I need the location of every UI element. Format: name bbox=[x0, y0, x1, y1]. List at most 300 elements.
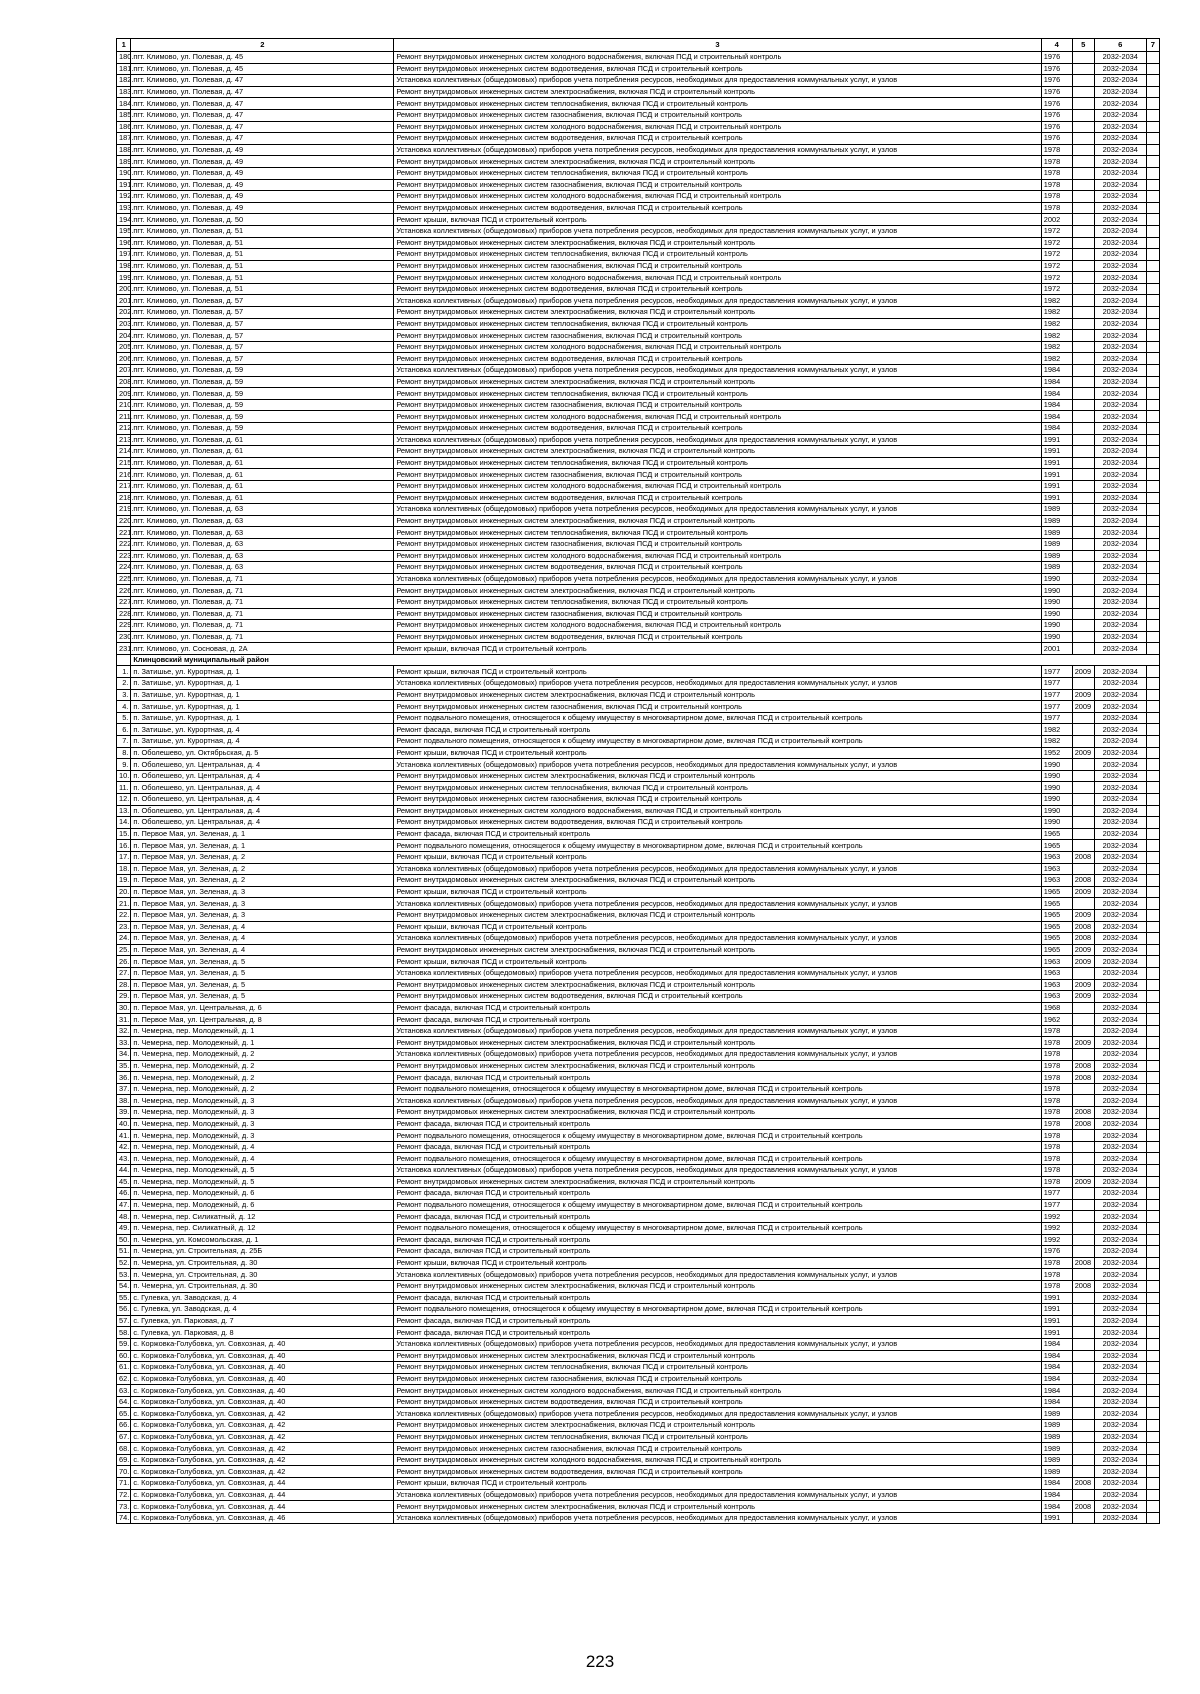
table-row bbox=[117, 933, 1160, 945]
table-row bbox=[117, 979, 1160, 991]
table-cell: Ремонт внутридомовых инженерных систем электроснабжения, включая ПСД и строительный контроль bbox=[394, 1037, 1041, 1049]
table-cell: Ремонт внутридомовых инженерных систем водоотведения, включая ПСД и строительный контроль bbox=[394, 1396, 1041, 1408]
table-cell: 2. bbox=[117, 678, 131, 690]
table-cell: Ремонт подвального помещения, относящегося к общему имуществу в многоквартирном доме, включая ПСД и строительный контроль bbox=[394, 712, 1041, 724]
table-cell: 18. bbox=[117, 863, 131, 875]
table-cell: 1982 bbox=[1041, 353, 1072, 365]
table-cell: Ремонт внутридомовых инженерных систем газоснабжения, включая ПСД и строительный контроль bbox=[394, 794, 1041, 806]
table-cell: 2009 bbox=[1072, 886, 1094, 898]
table-cell: 2032-2034 bbox=[1094, 898, 1146, 910]
table-cell bbox=[1146, 608, 1159, 620]
table-cell: 2032-2034 bbox=[1094, 736, 1146, 748]
table-cell: Ремонт внутридомовых инженерных систем теплоснабжения, включая ПСД и строительный контроль bbox=[394, 98, 1041, 110]
table-cell: Установка коллективных (общедомовых) приборов учета потребления ресурсов, необходимых для предоставления коммунальных услуг, и узлов bbox=[394, 75, 1041, 87]
table-cell: 15. bbox=[117, 828, 131, 840]
table-cell: с. Коржовка-Голубовка, ул. Совхозная, д. 42 bbox=[131, 1443, 394, 1455]
table-cell bbox=[1146, 446, 1159, 458]
table-cell: 2008 bbox=[1072, 1280, 1094, 1292]
table-cell bbox=[1146, 1014, 1159, 1026]
table-cell bbox=[1146, 504, 1159, 516]
table-cell bbox=[1146, 840, 1159, 852]
table-row bbox=[117, 1211, 1160, 1223]
table-cell: 1965 bbox=[1041, 944, 1072, 956]
table-cell: 226. bbox=[117, 585, 131, 597]
table-cell: 2032-2034 bbox=[1094, 909, 1146, 921]
table-cell: 14. bbox=[117, 817, 131, 829]
table-row bbox=[117, 747, 1160, 759]
table-cell: 2032-2034 bbox=[1094, 1014, 1146, 1026]
table-cell: 1978 bbox=[1041, 1060, 1072, 1072]
table-row bbox=[117, 1002, 1160, 1014]
table-cell bbox=[1072, 1443, 1094, 1455]
table-cell bbox=[1072, 1002, 1094, 1014]
table-cell: Ремонт крыши, включая ПСД и строительный контроль bbox=[394, 1257, 1041, 1269]
table-cell: 1977 bbox=[1041, 701, 1072, 713]
table-cell bbox=[1072, 1385, 1094, 1397]
table-cell bbox=[1146, 1188, 1159, 1200]
table-cell: 1989 bbox=[1041, 1466, 1072, 1478]
table-cell: 2008 bbox=[1072, 1118, 1094, 1130]
table-cell: Ремонт внутридомовых инженерных систем теплоснабжения, включая ПСД и строительный контроль bbox=[394, 167, 1041, 179]
table-row bbox=[117, 1246, 1160, 1258]
table-cell bbox=[1072, 423, 1094, 435]
table-row bbox=[117, 1107, 1160, 1119]
table-cell: 1990 bbox=[1041, 817, 1072, 829]
table-cell: 2032-2034 bbox=[1094, 388, 1146, 400]
table-cell bbox=[1072, 399, 1094, 411]
table-cell: 1978 bbox=[1041, 167, 1072, 179]
table-cell bbox=[1146, 1501, 1159, 1513]
table-cell: 1991 bbox=[1041, 446, 1072, 458]
table-row bbox=[117, 411, 1160, 423]
table-cell bbox=[1146, 1257, 1159, 1269]
table-row bbox=[117, 144, 1160, 156]
table-cell bbox=[1146, 805, 1159, 817]
table-cell: 1984 bbox=[1041, 365, 1072, 377]
table-cell: 22. bbox=[117, 909, 131, 921]
table-row bbox=[117, 1408, 1160, 1420]
table-cell: 1990 bbox=[1041, 608, 1072, 620]
table-cell: Ремонт внутридомовых инженерных систем холодного водоснабжения, включая ПСД и строительный контроль bbox=[394, 191, 1041, 203]
table-cell: 2032-2034 bbox=[1094, 875, 1146, 887]
table-cell: 2032-2034 bbox=[1094, 840, 1146, 852]
table-cell: Ремонт внутридомовых инженерных систем газоснабжения, включая ПСД и строительный контроль bbox=[394, 330, 1041, 342]
table-cell bbox=[1146, 562, 1159, 574]
table-cell: с. Коржовка-Голубовка, ул. Совхозная, д. 40 bbox=[131, 1362, 394, 1374]
table-cell: 1992 bbox=[1041, 1211, 1072, 1223]
table-cell bbox=[1146, 538, 1159, 550]
table-row bbox=[117, 817, 1160, 829]
table-cell: 1978 bbox=[1041, 1153, 1072, 1165]
table-row bbox=[117, 1385, 1160, 1397]
table-cell: с. Коржовка-Голубовка, ул. Совхозная, д. 42 bbox=[131, 1431, 394, 1443]
table-cell: 1963 bbox=[1041, 851, 1072, 863]
table-cell: 2009 bbox=[1072, 747, 1094, 759]
table-cell: 2032-2034 bbox=[1094, 423, 1146, 435]
table-cell: 1978 bbox=[1041, 1083, 1072, 1095]
table-cell bbox=[1072, 1489, 1094, 1501]
table-cell: п. Первое Мая, ул. Зеленая, д. 5 bbox=[131, 979, 394, 991]
table-cell: 1991 bbox=[1041, 469, 1072, 481]
table-cell: 1989 bbox=[1041, 515, 1072, 527]
table-cell: Установка коллективных (общедомовых) приборов учета потребления ресурсов, необходимых для предоставления коммунальных услуг, и узлов bbox=[394, 573, 1041, 585]
table-cell bbox=[1146, 1083, 1159, 1095]
table-cell: п. Первое Мая, ул. Центральная, д. 8 bbox=[131, 1014, 394, 1026]
table-cell: Ремонт фасада, включая ПСД и строительный контроль bbox=[394, 1327, 1041, 1339]
table-cell: 229. bbox=[117, 620, 131, 632]
table-cell bbox=[1072, 156, 1094, 168]
table-cell bbox=[1072, 782, 1094, 794]
table-cell: п. Первое Мая, ул. Зеленая, д. 3 bbox=[131, 898, 394, 910]
table-cell: Ремонт фасада, включая ПСД и строительный контроль bbox=[394, 724, 1041, 736]
table-cell bbox=[1072, 1130, 1094, 1142]
table-cell: 1982 bbox=[1041, 736, 1072, 748]
table-cell: 43. bbox=[117, 1153, 131, 1165]
table-cell bbox=[1072, 249, 1094, 261]
table-cell: Ремонт внутридомовых инженерных систем электроснабжения, включая ПСД и строительный контроль bbox=[394, 689, 1041, 701]
table-cell: пгт. Климово, ул. Полевая, д. 51 bbox=[131, 249, 394, 261]
table-cell: 2032-2034 bbox=[1094, 608, 1146, 620]
table-cell: 2032-2034 bbox=[1094, 550, 1146, 562]
table-row bbox=[117, 701, 1160, 713]
table-cell bbox=[1146, 979, 1159, 991]
table-cell: Ремонт крыши, включая ПСД и строительный контроль bbox=[394, 1478, 1041, 1490]
table-cell bbox=[1146, 295, 1159, 307]
table-cell: Ремонт подвального помещения, относящегося к общему имуществу в многоквартирном доме, включая ПСД и строительный контроль bbox=[394, 1304, 1041, 1316]
table-cell bbox=[1146, 434, 1159, 446]
table-cell: 1991 bbox=[1041, 1304, 1072, 1316]
table-row bbox=[117, 736, 1160, 748]
table-cell: Ремонт фасада, включая ПСД и строительный контроль bbox=[394, 828, 1041, 840]
table-cell: 211. bbox=[117, 411, 131, 423]
table-cell: 33. bbox=[117, 1037, 131, 1049]
table-cell: Ремонт внутридомовых инженерных систем газоснабжения, включая ПСД и строительный контроль bbox=[394, 469, 1041, 481]
table-cell: 32. bbox=[117, 1025, 131, 1037]
table-row bbox=[117, 1025, 1160, 1037]
table-cell bbox=[1146, 828, 1159, 840]
table-cell: 1978 bbox=[1041, 1095, 1072, 1107]
table-cell: 1976 bbox=[1041, 133, 1072, 145]
table-cell: 2032-2034 bbox=[1094, 225, 1146, 237]
table-cell: 1984 bbox=[1041, 1501, 1072, 1513]
table-row bbox=[117, 944, 1160, 956]
table-row bbox=[117, 318, 1160, 330]
table-cell: 198. bbox=[117, 260, 131, 272]
table-cell: 195. bbox=[117, 225, 131, 237]
table-row bbox=[117, 921, 1160, 933]
table-cell: Ремонт внутридомовых инженерных систем водоотведения, включая ПСД и строительный контроль bbox=[394, 631, 1041, 643]
table-cell bbox=[1146, 121, 1159, 133]
table-cell: 209. bbox=[117, 388, 131, 400]
table-cell: 2008 bbox=[1072, 921, 1094, 933]
table-cell bbox=[1072, 1396, 1094, 1408]
table-row bbox=[117, 1188, 1160, 1200]
section-number-cell bbox=[117, 654, 131, 666]
table-cell: 41. bbox=[117, 1130, 131, 1142]
table-cell bbox=[1072, 376, 1094, 388]
table-cell: 2032-2034 bbox=[1094, 944, 1146, 956]
table-cell: 2032-2034 bbox=[1094, 712, 1146, 724]
table-row bbox=[117, 991, 1160, 1003]
table-cell: 1991 bbox=[1041, 1327, 1072, 1339]
table-cell: п. Затишье, ул. Курортная, д. 1 bbox=[131, 712, 394, 724]
table-cell: 1991 bbox=[1041, 492, 1072, 504]
table-cell: Установка коллективных (общедомовых) приборов учета потребления ресурсов, необходимых для предоставления коммунальных услуг, и узлов bbox=[394, 1095, 1041, 1107]
table-row bbox=[117, 898, 1160, 910]
table-row bbox=[117, 1280, 1160, 1292]
table-row bbox=[117, 365, 1160, 377]
table-cell bbox=[1072, 167, 1094, 179]
table-cell bbox=[1146, 712, 1159, 724]
table-cell: 2032-2034 bbox=[1094, 295, 1146, 307]
table-cell: 71. bbox=[117, 1478, 131, 1490]
table-cell bbox=[1146, 330, 1159, 342]
table-cell: 54. bbox=[117, 1280, 131, 1292]
table-cell: 2008 bbox=[1072, 875, 1094, 887]
table-cell bbox=[1146, 1304, 1159, 1316]
table-cell bbox=[1146, 388, 1159, 400]
table-row bbox=[117, 272, 1160, 284]
table-cell: 2032-2034 bbox=[1094, 967, 1146, 979]
table-cell: 202. bbox=[117, 307, 131, 319]
table-cell: 1978 bbox=[1041, 1257, 1072, 1269]
table-cell: Ремонт внутридомовых инженерных систем газоснабжения, включая ПСД и строительный контроль bbox=[394, 608, 1041, 620]
table-cell: 42. bbox=[117, 1141, 131, 1153]
table-cell bbox=[1146, 480, 1159, 492]
table-row bbox=[117, 1118, 1160, 1130]
table-cell: 16. bbox=[117, 840, 131, 852]
table-cell: п. Первое Мая, ул. Зеленая, д. 4 bbox=[131, 921, 394, 933]
table-cell: 1952 bbox=[1041, 747, 1072, 759]
table-cell: 2009 bbox=[1072, 1176, 1094, 1188]
table-cell: 183. bbox=[117, 86, 131, 98]
table-row bbox=[117, 1489, 1160, 1501]
table-cell: 2032-2034 bbox=[1094, 156, 1146, 168]
table-cell bbox=[1146, 515, 1159, 527]
table-cell bbox=[1072, 967, 1094, 979]
table-cell: 2032-2034 bbox=[1094, 678, 1146, 690]
table-cell: п. Чемерна, пер. Силикатный, д. 12 bbox=[131, 1211, 394, 1223]
table-cell bbox=[1072, 1338, 1094, 1350]
table-cell bbox=[1072, 283, 1094, 295]
table-cell bbox=[1072, 341, 1094, 353]
table-row bbox=[117, 86, 1160, 98]
table-cell: 52. bbox=[117, 1257, 131, 1269]
table-cell: 2032-2034 bbox=[1094, 434, 1146, 446]
table-cell: Ремонт крыши, включая ПСД и строительный контроль bbox=[394, 214, 1041, 226]
table-cell: 21. bbox=[117, 898, 131, 910]
table-row bbox=[117, 689, 1160, 701]
table-row bbox=[117, 423, 1160, 435]
table-cell bbox=[1072, 225, 1094, 237]
table-cell bbox=[1072, 388, 1094, 400]
table-cell: 37. bbox=[117, 1083, 131, 1095]
table-cell bbox=[1146, 585, 1159, 597]
table-cell: пгт. Климово, ул. Полевая, д. 47 bbox=[131, 86, 394, 98]
table-cell: 2009 bbox=[1072, 956, 1094, 968]
table-cell: Ремонт внутридомовых инженерных систем водоотведения, включая ПСД и строительный контроль bbox=[394, 202, 1041, 214]
table-cell: 2032-2034 bbox=[1094, 1188, 1146, 1200]
table-cell: 197. bbox=[117, 249, 131, 261]
table-cell bbox=[1146, 933, 1159, 945]
table-cell: 201. bbox=[117, 295, 131, 307]
table-cell: Ремонт крыши, включая ПСД и строительный контроль bbox=[394, 956, 1041, 968]
table-cell: 204. bbox=[117, 330, 131, 342]
table-cell: п. Чемерна, пер. Молодежный, д. 5 bbox=[131, 1165, 394, 1177]
table-row bbox=[117, 1327, 1160, 1339]
table-cell: 1990 bbox=[1041, 631, 1072, 643]
table-cell bbox=[1146, 1454, 1159, 1466]
header-cell: 7 bbox=[1146, 39, 1159, 52]
table-row bbox=[117, 724, 1160, 736]
table-cell bbox=[1146, 875, 1159, 887]
table-cell: 1972 bbox=[1041, 225, 1072, 237]
table-cell: 1977 bbox=[1041, 666, 1072, 678]
table-cell bbox=[1146, 202, 1159, 214]
table-cell: 1965 bbox=[1041, 828, 1072, 840]
table-cell: п. Чемерна, ул. Строительная, д. 25Б bbox=[131, 1246, 394, 1258]
table-cell: 2032-2034 bbox=[1094, 562, 1146, 574]
table-cell bbox=[1072, 1049, 1094, 1061]
table-cell bbox=[1146, 1338, 1159, 1350]
table-cell bbox=[1072, 1269, 1094, 1281]
table-cell: Ремонт подвального помещения, относящегося к общему имуществу в многоквартирном доме, включая ПСД и строительный контроль bbox=[394, 1130, 1041, 1142]
table-cell bbox=[1146, 1385, 1159, 1397]
table-cell bbox=[1072, 805, 1094, 817]
table-cell: 2008 bbox=[1072, 1107, 1094, 1119]
table-cell: 1963 bbox=[1041, 956, 1072, 968]
table-cell: 2032-2034 bbox=[1094, 979, 1146, 991]
table-row bbox=[117, 794, 1160, 806]
table-cell bbox=[1072, 1222, 1094, 1234]
table-cell: 2032-2034 bbox=[1094, 1025, 1146, 1037]
table-cell bbox=[1146, 782, 1159, 794]
table-cell bbox=[1072, 712, 1094, 724]
table-cell bbox=[1072, 411, 1094, 423]
table-cell: 2032-2034 bbox=[1094, 689, 1146, 701]
table-row bbox=[117, 828, 1160, 840]
table-cell: Ремонт внутридомовых инженерных систем холодного водоснабжения, включая ПСД и строительный контроль bbox=[394, 480, 1041, 492]
table-cell: 2032-2034 bbox=[1094, 1234, 1146, 1246]
table-cell: 1989 bbox=[1041, 538, 1072, 550]
table-cell: 1978 bbox=[1041, 1107, 1072, 1119]
table-cell: пгт. Климово, ул. Полевая, д. 61 bbox=[131, 480, 394, 492]
table-cell: 44. bbox=[117, 1165, 131, 1177]
table-cell: 1991 bbox=[1041, 1292, 1072, 1304]
table-cell: 2032-2034 bbox=[1094, 98, 1146, 110]
table-cell: п. Затишье, ул. Курортная, д. 1 bbox=[131, 701, 394, 713]
table-cell: Ремонт внутридомовых инженерных систем электроснабжения, включая ПСД и строительный контроль bbox=[394, 307, 1041, 319]
table-cell bbox=[1072, 1188, 1094, 1200]
table-cell: 2008 bbox=[1072, 1257, 1094, 1269]
table-cell: п. Оболешево, ул. Центральная, д. 4 bbox=[131, 782, 394, 794]
table-cell: 2009 bbox=[1072, 944, 1094, 956]
table-cell bbox=[1146, 179, 1159, 191]
table-cell bbox=[1072, 1350, 1094, 1362]
table-cell: Ремонт подвального помещения, относящегося к общему имуществу в многоквартирном доме, включая ПСД и строительный контроль bbox=[394, 1083, 1041, 1095]
table-row bbox=[117, 1257, 1160, 1269]
table-cell: 2032-2034 bbox=[1094, 249, 1146, 261]
table-cell: 2032-2034 bbox=[1094, 1246, 1146, 1258]
table-cell: п. Чемерна, пер. Молодежный, д. 1 bbox=[131, 1037, 394, 1049]
table-cell: 193. bbox=[117, 202, 131, 214]
table-cell: пгт. Климово, ул. Полевая, д. 63 bbox=[131, 538, 394, 550]
table-cell: Ремонт внутридомовых инженерных систем электроснабжения, включая ПСД и строительный контроль bbox=[394, 1501, 1041, 1513]
table-cell: 230. bbox=[117, 631, 131, 643]
table-cell: Ремонт внутридомовых инженерных систем электроснабжения, включая ПСД и строительный контроль bbox=[394, 979, 1041, 991]
table-row bbox=[117, 562, 1160, 574]
table-cell bbox=[1146, 1153, 1159, 1165]
table-cell: Установка коллективных (общедомовых) приборов учета потребления ресурсов, необходимых для предоставления коммунальных услуг, и узлов bbox=[394, 863, 1041, 875]
table-cell: 208. bbox=[117, 376, 131, 388]
table-cell: 200. bbox=[117, 283, 131, 295]
table-cell: Ремонт внутридомовых инженерных систем водоотведения, включая ПСД и строительный контроль bbox=[394, 492, 1041, 504]
table-row bbox=[117, 712, 1160, 724]
table-row bbox=[117, 863, 1160, 875]
table-cell bbox=[1146, 1049, 1159, 1061]
table-cell: 1984 bbox=[1041, 1338, 1072, 1350]
table-cell: Ремонт внутридомовых инженерных систем электроснабжения, включая ПСД и строительный контроль bbox=[394, 909, 1041, 921]
table-cell bbox=[1072, 144, 1094, 156]
table-cell: 2032-2034 bbox=[1094, 260, 1146, 272]
table-cell: 1984 bbox=[1041, 1385, 1072, 1397]
table-cell bbox=[1072, 1165, 1094, 1177]
table-cell: Ремонт фасада, включая ПСД и строительный контроль bbox=[394, 1002, 1041, 1014]
table-cell: 1963 bbox=[1041, 875, 1072, 887]
table-cell: 2032-2034 bbox=[1094, 469, 1146, 481]
table-cell bbox=[1072, 1304, 1094, 1316]
table-cell: 1982 bbox=[1041, 295, 1072, 307]
table-row bbox=[117, 573, 1160, 585]
table-row bbox=[117, 1130, 1160, 1142]
table-cell: 1991 bbox=[1041, 480, 1072, 492]
table-cell bbox=[1072, 1431, 1094, 1443]
table-cell bbox=[1146, 1130, 1159, 1142]
table-cell: 1992 bbox=[1041, 1234, 1072, 1246]
table-cell: Установка коллективных (общедомовых) приборов учета потребления ресурсов, необходимых для предоставления коммунальных услуг, и узлов bbox=[394, 967, 1041, 979]
table-cell bbox=[1072, 191, 1094, 203]
table-cell: 58. bbox=[117, 1327, 131, 1339]
table-cell bbox=[1146, 1408, 1159, 1420]
table-cell: 1978 bbox=[1041, 1165, 1072, 1177]
table-cell: 2032-2034 bbox=[1094, 399, 1146, 411]
table-cell: Ремонт внутридомовых инженерных систем теплоснабжения, включая ПСД и строительный контроль bbox=[394, 249, 1041, 261]
table-cell: 227. bbox=[117, 596, 131, 608]
table-cell: 192. bbox=[117, 191, 131, 203]
table-cell bbox=[1072, 898, 1094, 910]
table-cell: 2032-2034 bbox=[1094, 991, 1146, 1003]
table-cell: Ремонт фасада, включая ПСД и строительный контроль bbox=[394, 1246, 1041, 1258]
table-cell: пгт. Климово, ул. Полевая, д. 49 bbox=[131, 191, 394, 203]
table-cell: 1965 bbox=[1041, 909, 1072, 921]
table-cell: 1991 bbox=[1041, 1512, 1072, 1524]
table-row bbox=[117, 1292, 1160, 1304]
table-cell: Установка коллективных (общедомовых) приборов учета потребления ресурсов, необходимых для предоставления коммунальных услуг, и узлов bbox=[394, 1165, 1041, 1177]
table-row bbox=[117, 52, 1160, 64]
table-cell: 2032-2034 bbox=[1094, 52, 1146, 64]
table-cell: 222. bbox=[117, 538, 131, 550]
table-cell: Ремонт внутридомовых инженерных систем электроснабжения, включая ПСД и строительный контроль bbox=[394, 944, 1041, 956]
table-cell: Установка коллективных (общедомовых) приборов учета потребления ресурсов, необходимых для предоставления коммунальных услуг, и узлов bbox=[394, 295, 1041, 307]
table-cell bbox=[1146, 898, 1159, 910]
table-cell: 2008 bbox=[1072, 1072, 1094, 1084]
table-cell: Ремонт внутридомовых инженерных систем газоснабжения, включая ПСД и строительный контроль bbox=[394, 1373, 1041, 1385]
table-cell: 1978 bbox=[1041, 1025, 1072, 1037]
table-cell bbox=[1146, 1396, 1159, 1408]
table-cell: 1991 bbox=[1041, 434, 1072, 446]
table-cell: 1978 bbox=[1041, 1280, 1072, 1292]
table-cell bbox=[1146, 225, 1159, 237]
